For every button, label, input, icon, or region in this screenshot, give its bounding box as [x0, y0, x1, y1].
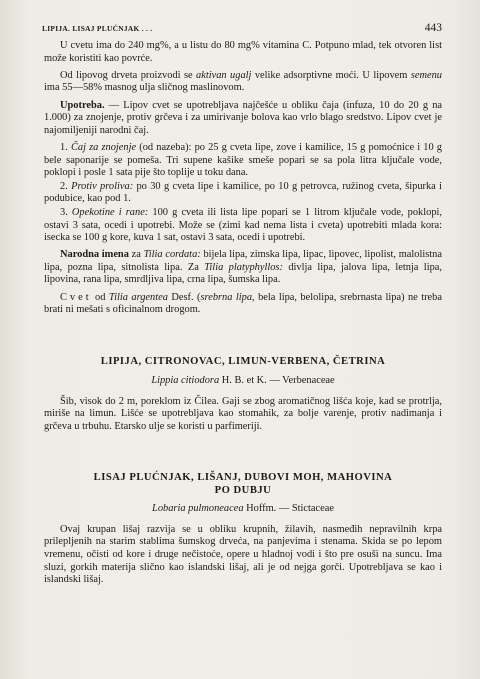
recipe-3: 3. Opekotine i rane: 100 g cveta ili lista lipe popari se 1 litrom ključale vode, poklopi, ostavi 3 sata, ocedi i upotrebi. Može se (zimi kad nema lista i cveta) upotrebiti mlada kora: isecka se 100 g kore, kuva 1 sat, ostavi 3 sata, ocedi i upotrebi. — [44, 206, 442, 244]
folk-names-label: Narodna imena — [60, 249, 129, 261]
running-head: LIPIJA. LISAJ PLUĆNJAK . . . — [42, 24, 153, 33]
page-header — [42, 22, 442, 36]
recipe-1: 1. Čaj za znojenje (od nazeba): po 25 g cveta lipe, zove i kamilice, 15 g pomoćnice i 10 g bele saponarije se pomeša. Tri supene kašike smeše popari se sa pola litra ključale vode, poklopi i posle 1 sata pije što toplije u toku dana. — [44, 141, 442, 179]
recipe-2: 2. Protiv proliva: po 30 g cveta lipe i kamilice, po 10 g petrovca, ružinog cveta, šipurka i podubice, kao pod 1. — [44, 180, 442, 205]
lipija-paragraph: Šib, visok do 2 m, poreklom iz Čilea. Gaji se zbog aromatičnog lišća koje, kad se protrlja, miriše na limun. Lišće se upotrebljava kao stomahik, za bolje varenje, protiv nadimanja i grčeva u trbuhu. Etarsko ulje se koristi u parfimeriji. — [44, 395, 442, 432]
lipija-heading: LIPIJA, CITRONOVAC, LIMUN-VERBENA, ČETRINA — [100, 356, 386, 368]
silver-lime-paragraph: Cvet od Tilia argentea Desf. (srebrna lipa, bela lipa, belolipa, srebrnasta lipa) ne treba brati ni mešati s oficinalnom drogom. — [44, 291, 442, 316]
lisaj-latin-name: Lobaria pulmoneacea Hoffm. — Stictaceae — [152, 503, 334, 515]
charcoal-paragraph: Od lipovog drveta proizvodi se aktivan ugalj velike adsorptivne moći. U lipovem semenu ima 55—58% masnog ulja sličnog maslinovom. — [44, 69, 442, 94]
lipija-latin-name: Lippia citiodora H. B. et K. — Verbenaceae — [151, 375, 335, 387]
lisaj-heading: LISAJ PLUĆNJAK, LIŠANJ, DUBOVI MOH, MAHOVINA PO DUBJU — [93, 472, 393, 496]
folk-names-paragraph: Narodna imena za Tilia cordata: bijela lipa, zimska lipa, lipac, lipovec, lipolist, malolistna lipa, pozna lipa, sitnolista lipa. Za Tilia platyphyllos: divlja lipa, jalova lipa, letnja lipa, lipovina, rana lipa, smrdljiva lipa, crna lipa, šumska lipa. — [44, 249, 442, 286]
usage-paragraph: Upotreba. — Lipov cvet se upotrebljava najčešće u obliku čaja (infuza, 10 do 20 g na 1.000) za znojenje, protiv grčeva i za umirivanje bolova kao vrlo blago sredstvo. Lipov cvet je najomiljeniji narodni čaj. — [44, 99, 442, 136]
lisaj-paragraph: Ovaj krupan lišaj razvija se u obliku krupnih, žilavih, nasmeđih nepravilnih krpa prilepljenih na starim stablima šumskog drveća, na panjevima i stenama. Skida se po lepom vremenu, očisti od kore i druge nečistoće, opere u hladnoj vodi i što pre osuši na suncu. Ima sluzi, gorkih materija slično kao islandski lišaj, ali je od nejga gorči. Upotrebljava se kao i islandski lišaj. — [44, 523, 442, 586]
page-body — [44, 40, 442, 591]
usage-label: Upotreba. — [60, 99, 105, 111]
vitamin-paragraph: U cvetu ima do 240 mg%, a u listu do 80 mg% vitamina C. Potpuno mlad, tek otvoren list može koristiti kao povrće. — [44, 40, 442, 64]
page-number: 443 — [424, 22, 442, 34]
